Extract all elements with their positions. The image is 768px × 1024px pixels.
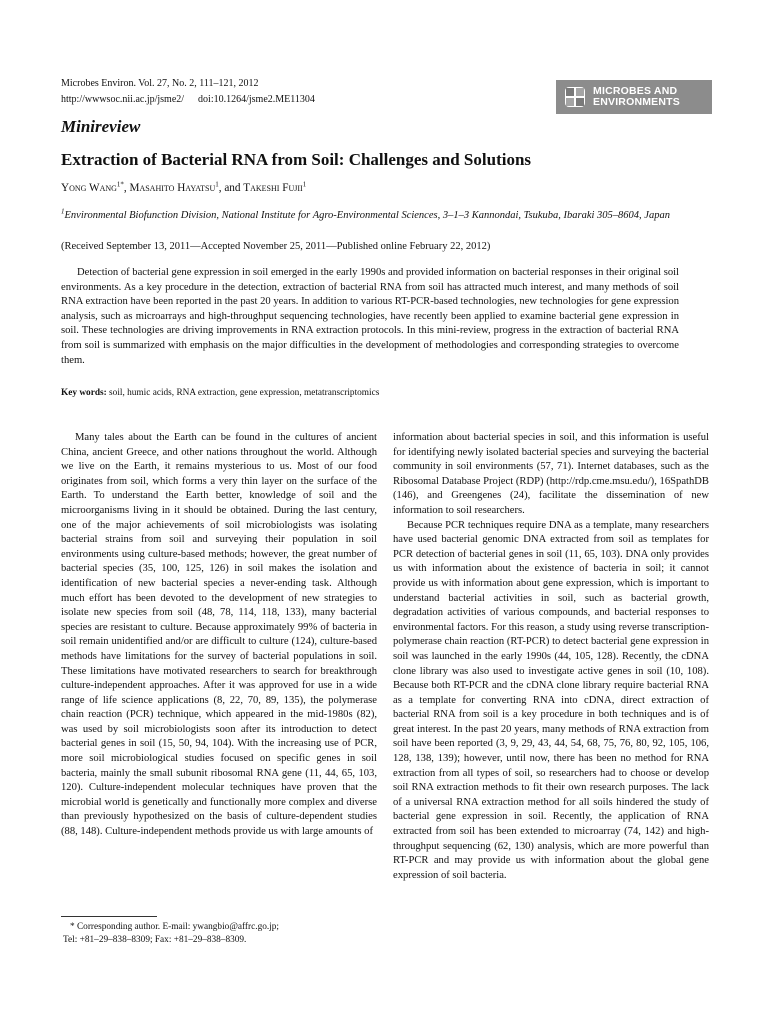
footnote xyxy=(61,921,377,946)
author-mark: 1 xyxy=(215,180,219,189)
author-name: Takeshi Fujii xyxy=(243,182,303,194)
journal-url-line xyxy=(61,94,315,106)
footnote-line: Tel: +81–29–838–8309; Fax: +81–29–838–8309. xyxy=(63,934,247,945)
body-paragraph: information about bacterial species in soil, and this information is useful for identifying newly isolated bacterial species and surveying the bacterial community in soil environments (57, 71). Internet databases, such as the Ribosomal Database Project (RDP) (http://rdp.cme.msu.edu/), 16SpathDB (146), and Greengenes (24), facilitate the dissemination of new information to soil researchers. xyxy=(393,432,709,516)
author-name: Masahito Hayatsu xyxy=(129,182,216,194)
body-paragraph: Because PCR techniques require DNA as a template, many researchers have used bacterial genomic DNA extracted from soil as templates for PCR detection of bacterial genes in soil (11, 65, 103). DNA only provides us with information about the existence of bacteria in soil; it cannot provide us with information about gene expression, which is important to understand bacterial activities in soil, such as bacterial growth, degradation activities of various compounds, and bacterial responses to environmental factors. For this reason, a study using reverse transcription-polymerase chain reaction (RT-PCR) to detect bacterial gene expression in soil was launched in the early 1990s (44, 105, 128). Recently, the cDNA clone library was also used to investigate active genes in soil (10, 108). Because both RT-PCR and the cDNA clone library require bacterial RNA as a template for converting RNA into cDNA, direct extraction of bacterial RNA from soil is a key procedure in both techniques and is of great interest. In the past 20 years, many methods of RNA extraction from soil have been reported (3, 9, 29, 43, 44, 54, 68, 75, 76, 80, 92, 105, 106, 128, 138, 139); however, until now, there has been no method for RNA extraction from all types of soil, so researchers had to choose or develop soil RNA extraction methods to fit their own research purposes. The lack of a universal RNA extraction method for all soils hindered the study of bacterial gene expression in soil. Recently, the application of RNA extracted from soil has been extended to microarray (74, 142) and high-throughput sequencing (62, 130) analysis, which are more powerful than RT-PCR and may provide us with information about the global gene expression of soil bacteria. xyxy=(393,519,709,881)
author-name: Yong Wang xyxy=(61,182,117,194)
body-paragraph: Many tales about the Earth can be found in the cultures of ancient China, ancient Greece, and other nations throughout the world. Although we live on the Earth, it remains mysterious to us. Most of our food originates from soil, which forms a very thin layer on the surface of the Earth. To understand the Earth better, knowledge of soil and the microorganisms living in it should be obtained. During the last century, one of the major achievements of soil microbiologists was isolating bacterial strains from soil and surveying their population in soil environments using culture-based methods; however, the great number of bacterial species (35, 100, 125, 126) in soil makes the isolation and identification of new bacterial species a never-ending task. Although much effort has been devoted to the development of new strategies to isolate new species from soil (48, 78, 114, 118, 133), many bacterial species are resistant to culture. Because approximately 99% of bacteria in soil remain unidentified and/or are difficult to culture (124), culture-based methods have limitations for the survey of bacterial populations in soil. These limitations have motivated researchers to search for breakthrough culture-independent approaches. After it was approved for use in a wide range of life science applications (8, 22, 70, 89, 135), the polymerase chain reaction (PCR) technique, which appeared in the mid-1980s (82), was used by soil microbiologists soon after its introduction to detect bacterial genes in soil (15, 50, 94, 104). With the increasing use of PCR, more soil microbiological studies focused on specific genes in soil bacteria, mainly the small subunit ribosomal RNA gene (11, 44, 65, 103, 120). Culture-independent molecular techniques have proven that the microbial world is genetically and functionally more complex and diverse than previously hypothesized on the basis of culture-dependent studies (88, 148). Culture-independent methods provide us with large amounts of xyxy=(61,432,377,838)
footnote-divider xyxy=(61,916,157,917)
footnote-line: * Corresponding author. E-mail: ywangbio@affrc.go.jp; xyxy=(70,922,280,932)
journal-citation: Microbes Environ. Vol. 27, No. 2, 111–121, 2012 xyxy=(61,78,259,89)
journal-url[interactable]: http://wwwsoc.nii.ac.jp/jsme2/ xyxy=(61,94,185,105)
author-mark: 1* xyxy=(116,180,124,189)
keywords xyxy=(61,388,379,398)
journal-logo-icon xyxy=(565,87,585,107)
doi[interactable]: doi:10.1264/jsme2.ME11304 xyxy=(198,94,315,105)
body-column-right xyxy=(393,431,709,883)
body-column-left xyxy=(61,431,377,840)
keywords-label: Key words: xyxy=(61,388,107,398)
author-list: Yong Wang$^{1*}$, Masahito Hayatsu$^1$, and Takeshi Fujii$^1$ xyxy=(61,180,307,194)
journal-logo-text: MICROBES AND ENVIRONMENTS xyxy=(593,85,680,108)
journal-logo xyxy=(556,80,712,114)
received-dates: (Received September 13, 2011—Accepted November 25, 2011—Published online February 22, 2012) xyxy=(61,241,491,252)
abstract: Detection of bacterial gene expression in soil emerged in the early 1990s and provided information on bacterial responses in their original soil environments. As a key procedure in the detection, extraction of bacterial RNA from soil has attracted much interest, and many methods of soil RNA extraction have been reported in the past 20 years. In addition to various RT-PCR-based technologies, new technologies for gene expression analysis, such as microarrays and high-throughput sequencing technologies, have recently been applied to examine bacterial gene expression in soil. These technologies are driving improvements in RNA extraction protocols. In this mini-review, progress in the extraction of bacterial RNA from soil is summarized with emphasis on the major difficulties in the development of methodologies and corresponding strategies to overcome them. xyxy=(61,267,680,366)
article-type: Minireview xyxy=(61,117,141,136)
author-mark: 1 xyxy=(302,180,307,189)
article-title: Extraction of Bacterial RNA from Soil: Challenges and Solutions xyxy=(61,150,532,169)
keywords-list: soil, humic acids, RNA extraction, gene expression, metatranscriptomics xyxy=(109,388,380,398)
affiliation: $^1$Environmental Biofunction Division, National Institute for Agro-Environmental Sciences, 3–1–3 Kannondai, Tsukuba, Ibaraki 305–8604, Japan xyxy=(61,207,670,221)
